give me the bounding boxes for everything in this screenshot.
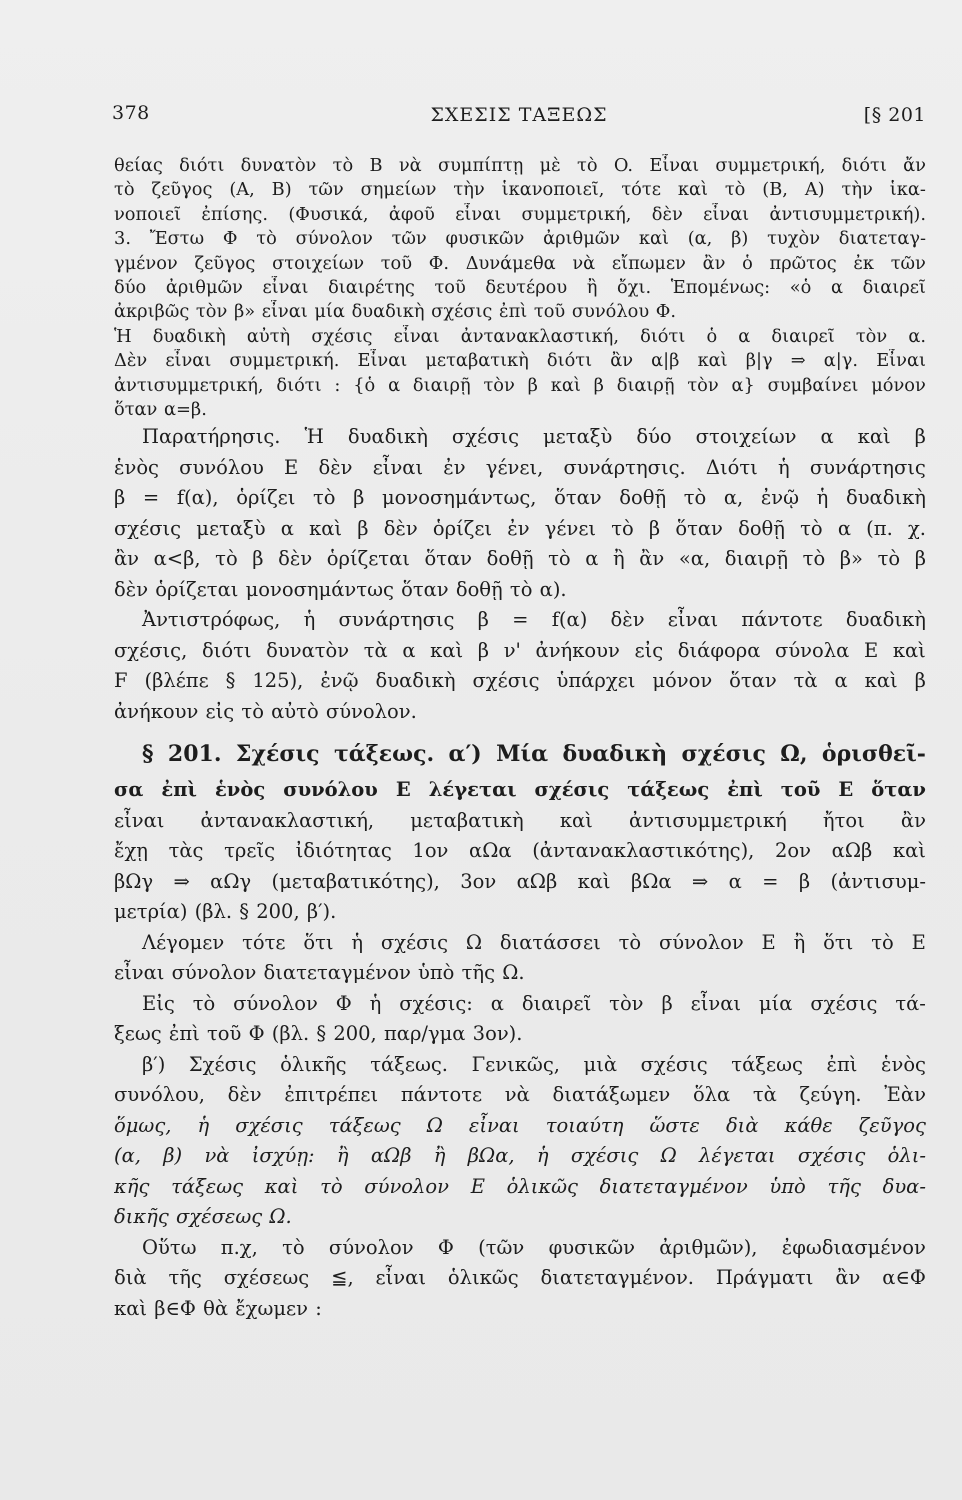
text-line: δὲν ὁρίζεται μονοσημάντως ὅταν δοθῇ τὸ α).: [114, 577, 567, 601]
text-line: σχέσις, διότι δυνατὸν τὰ α καὶ β ν' ἀνήκουν εἰς διάφορα σύνολα E καὶ: [114, 638, 926, 662]
subsection-line: β′) Σχέσις ὁλικῆς τάξεως. Γενικῶς, μιὰ σχέσις τάξεως ἐπὶ ἑνὸς: [142, 1052, 926, 1076]
text-line: F (βλέπε § 125), ἐνῷ δυαδικὴ σχέσις ὑπάρχει μόνον ὅταν τὰ α καὶ β: [114, 669, 926, 693]
text-line: β = f(α), ὁρίζει τὸ β μονοσημάντως, ὅταν δοθῇ τὸ α, ἐνῷ ἡ δυαδικὴ: [114, 486, 926, 510]
text-line: ἂν α<β, τὸ β δὲν ὁρίζεται ὅταν δοθῇ τὸ α ἢ ἂν «α, διαιρῇ τὸ β» τὸ β: [114, 547, 926, 571]
page-body: [114, 154, 926, 1324]
page-header: [112, 96, 926, 136]
text-line: 3. Ἔστω Φ τὸ σύνολον τῶν φυσικῶν ἀριθμῶν καὶ (α, β) τυχὸν διατεταγ-: [114, 228, 926, 250]
text-line: ἀνήκουν εἰς τὸ αὐτὸ σύνολον.: [114, 699, 417, 723]
text-line: Δὲν εἶναι συμμετρική. Εἶναι μεταβατικὴ διότι ἂν α|β καὶ β|γ ⇒ α|γ. Εἶναι: [114, 350, 926, 372]
section-heading: § 201. Σχέσις τάξεως. α′) Μία δυαδικὴ σχέσις Ω, ὁρισθεῖ-: [142, 741, 926, 768]
text-line: θείας διότι δυνατὸν τὸ B νὰ συμπίπτῃ μὲ τὸ O. Εἶναι συμμετρική, διότι ἄν: [114, 155, 926, 176]
definition-line: εἶναι ἀντανακλαστική, μεταβατικὴ καὶ ἀντισυμμετρική ἤτοι ἂν: [114, 808, 926, 832]
text-line: σχέσις μεταξὺ α καὶ β δὲν ὁρίζει ἐν γένει τὸ β ὅταν δοθῇ τὸ α (π. χ.: [114, 516, 926, 540]
text-line: Ἡ δυαδικὴ αὐτὴ σχέσις εἶναι ἀντανακλαστική, διότι ὁ α διαιρεῖ τὸν α.: [114, 325, 926, 347]
definition-line: σα ἐπὶ ἑνὸς συνόλου E λέγεται σχέσις τάξεως ἐπὶ τοῦ E ὅταν: [114, 778, 926, 802]
text-line: καὶ β∈Φ θὰ ἔχωμεν :: [114, 1296, 322, 1320]
text-line: Λέγομεν τότε ὅτι ἡ σχέσις Ω διατάσσει τὸ σύνολον E ἢ ὅτι τὸ E: [142, 930, 926, 954]
text-line: κῆς τάξεως καὶ τὸ σύνολον E ὁλικῶς διατεταγμένον ὑπὸ τῆς δυα-: [114, 1174, 926, 1198]
text-line: ἀκριβῶς τὸν β» εἶναι μία δυαδικὴ σχέσις ἐπὶ τοῦ συνόλου Φ.: [114, 301, 677, 323]
text-line: ξεως ἐπὶ τοῦ Φ (βλ. § 200, παρ/γμα 3ον).: [114, 1022, 523, 1046]
text-line: νοποιεῖ ἐπίσης. (Φυσικά, ἀφοῦ εἶναι συμμετρική, δὲν εἶναι ἀντισυμμετρική).: [114, 203, 926, 225]
text-line: μετρία) (βλ. § 200, β′).: [114, 900, 337, 924]
text-line: δύο ἀριθμῶν εἶναι διαιρέτης τοῦ δευτέρου ἢ ὄχι. Ἑπομένως: «ὁ α διαιρεῖ: [114, 276, 926, 298]
text-line: Ἀντιστρόφως, ἡ συνάρτησις β = f(α) δὲν εἶναι πάντοτε δυαδικὴ: [142, 608, 926, 632]
page-number: 378: [112, 102, 150, 124]
running-title: ΣΧΕΣΙΣ ΤΑΞΕΩΣ: [430, 104, 608, 126]
section-reference: [§ 201: [863, 104, 926, 126]
text-line: ὅταν α=β.: [114, 398, 207, 420]
text-line: βΩγ ⇒ αΩγ (μεταβατικότης), 3ον αΩβ καὶ βΩα ⇒ α = β (ἀντισυμ-: [114, 869, 926, 893]
text-line: Εἰς τὸ σύνολον Φ ἡ σχέσις: α διαιρεῖ τὸν β εἶναι μία σχέσις τά-: [142, 991, 926, 1015]
text-line: εἶναι σύνολον διατεταγμένον ὑπὸ τῆς Ω.: [114, 961, 525, 985]
text-line: ἔχῃ τὰς τρεῖς ἰδιότητας 1ον αΩα (ἀντανακλαστικότης), 2ον αΩβ καὶ: [114, 839, 926, 863]
text-line: γμένον ζεῦγος στοιχείων τοῦ Φ. Δυνάμεθα νὰ εἴπωμεν ἂν ὁ πρῶτος ἐκ τῶν: [114, 252, 926, 274]
text-line: ὅμως, ἡ σχέσις τάξεως Ω εἶναι τοιαύτη ὥστε διὰ κάθε ζεῦγος: [114, 1113, 926, 1137]
text-line: διὰ τῆς σχέσεως ≦, εἶναι ὁλικῶς διατεταγμένον. Πράγματι ἂν α∈Φ: [114, 1266, 926, 1290]
text-line: Οὕτω π.χ, τὸ σύνολον Φ (τῶν φυσικῶν ἀριθμῶν), ἐφωδιασμένον: [142, 1235, 926, 1259]
text-line: τὸ ζεῦγος (A, B) τῶν σημείων τὴν ἱκανοποιεῖ, τότε καὶ τὸ (B, A) τὴν ἱκα-: [114, 179, 926, 201]
text-line: ἀντισυμμετρική, διότι : {ὁ α διαιρῇ τὸν β καὶ β διαιρῇ τὸν α} συμβαίνει μόνον: [114, 374, 926, 396]
text-line: ἑνὸς συνόλου E δὲν εἶναι ἐν γένει, συνάρτησις. Διότι ἡ συνάρτησις: [114, 455, 926, 479]
remark-line: Παρατήρησις. Ἡ δυαδικὴ σχέσις μεταξὺ δύο στοιχείων α καὶ β: [142, 425, 926, 449]
text-line: συνόλου, δὲν ἐπιτρέπει πάντοτε νὰ διατάξωμεν ὅλα τὰ ζεύγη. Ἐὰν: [114, 1083, 926, 1107]
text-line: (α, β) νὰ ἰσχύῃ: ἢ αΩβ ἢ βΩα, ἡ σχέσις Ω λέγεται σχέσις ὁλι-: [114, 1144, 926, 1168]
text-line: δικῆς σχέσεως Ω.: [114, 1205, 292, 1229]
